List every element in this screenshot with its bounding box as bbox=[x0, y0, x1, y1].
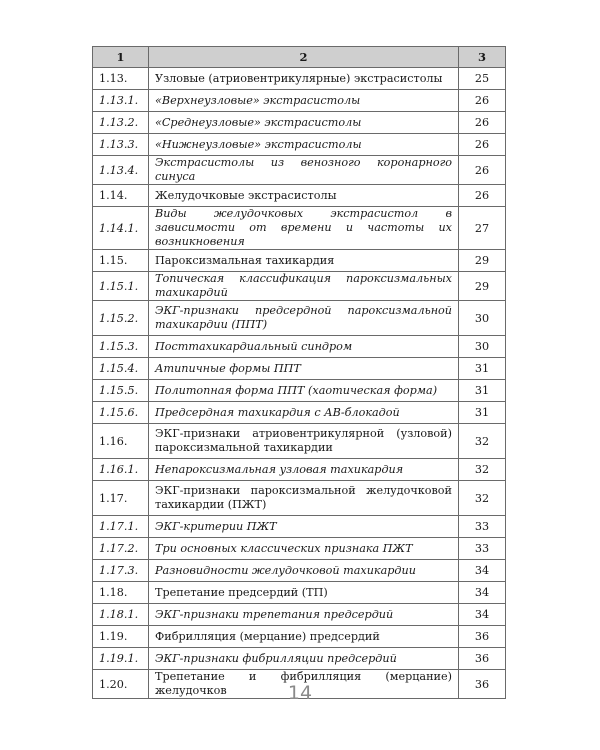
section-number: 1.13.1. bbox=[93, 90, 149, 112]
section-title: Фибрилляция (мерцание) предсердий bbox=[149, 626, 459, 648]
section-number: 1.15.3. bbox=[93, 336, 149, 358]
section-title: Три основных классических признака ПЖТ bbox=[149, 538, 459, 560]
page-number-cell: 31 bbox=[459, 380, 506, 402]
page-number-cell: 32 bbox=[459, 481, 506, 516]
table-row bbox=[93, 301, 506, 336]
section-title: ЭКГ-признаки пароксизмальной желудочковой тахикардии (ПЖТ) bbox=[149, 481, 459, 516]
table-row bbox=[93, 112, 506, 134]
table-header-row bbox=[93, 47, 506, 68]
section-number: 1.18.1. bbox=[93, 604, 149, 626]
page-number-cell: 30 bbox=[459, 336, 506, 358]
table-row bbox=[93, 560, 506, 582]
table-row bbox=[93, 459, 506, 481]
section-number: 1.13.4. bbox=[93, 156, 149, 185]
table-row bbox=[93, 358, 506, 380]
page-number-cell: 32 bbox=[459, 459, 506, 481]
section-number: 1.13.3. bbox=[93, 134, 149, 156]
section-number: 1.16. bbox=[93, 424, 149, 459]
section-title: Предсердная тахикардия с АВ-блокадой bbox=[149, 402, 459, 424]
column-header-title: 2 bbox=[149, 47, 459, 68]
page-number: 14 bbox=[287, 682, 313, 704]
page-number-cell: 26 bbox=[459, 156, 506, 185]
page-number-cell: 32 bbox=[459, 424, 506, 459]
table-row bbox=[93, 90, 506, 112]
table-row bbox=[93, 582, 506, 604]
section-title: Трепетание предсердий (ТП) bbox=[149, 582, 459, 604]
table-row bbox=[93, 250, 506, 272]
section-title: Желудочковые экстрасистолы bbox=[149, 185, 459, 207]
section-number: 1.19.1. bbox=[93, 648, 149, 670]
section-title: Разновидности желудочковой тахикардии bbox=[149, 560, 459, 582]
table-row bbox=[93, 538, 506, 560]
section-title: «Верхнеузловые» экстрасистолы bbox=[149, 90, 459, 112]
section-number: 1.16.1. bbox=[93, 459, 149, 481]
table-row bbox=[93, 481, 506, 516]
table-row bbox=[93, 134, 506, 156]
section-number: 1.14.1. bbox=[93, 207, 149, 250]
page-number-cell: 33 bbox=[459, 516, 506, 538]
table-row bbox=[93, 380, 506, 402]
section-number: 1.17.1. bbox=[93, 516, 149, 538]
section-number: 1.20. bbox=[93, 670, 149, 699]
section-number: 1.15. bbox=[93, 250, 149, 272]
section-title: «Среднеузловые» экстрасистолы bbox=[149, 112, 459, 134]
page-number-cell: 34 bbox=[459, 560, 506, 582]
table-row bbox=[93, 68, 506, 90]
page-number-cell: 33 bbox=[459, 538, 506, 560]
section-title: ЭКГ-признаки трепетания предсердий bbox=[149, 604, 459, 626]
contents-table bbox=[92, 46, 506, 699]
table-row bbox=[93, 516, 506, 538]
table-row bbox=[93, 207, 506, 250]
section-number: 1.17. bbox=[93, 481, 149, 516]
page-number-cell: 26 bbox=[459, 90, 506, 112]
page-number-cell: 36 bbox=[459, 648, 506, 670]
section-title: Политопная форма ППТ (хаотическая форма) bbox=[149, 380, 459, 402]
table-row bbox=[93, 648, 506, 670]
table-row bbox=[93, 402, 506, 424]
page-number-cell: 26 bbox=[459, 134, 506, 156]
table-body bbox=[93, 68, 506, 699]
page-number-cell: 26 bbox=[459, 112, 506, 134]
table-row bbox=[93, 424, 506, 459]
page-number-cell: 26 bbox=[459, 185, 506, 207]
page-number-cell: 36 bbox=[459, 626, 506, 648]
section-title: Пароксизмальная тахикардия bbox=[149, 250, 459, 272]
section-title: ЭКГ-признаки атриовентрикулярной (узловой) пароксизмальной тахикардии bbox=[149, 424, 459, 459]
column-header-page: 3 bbox=[459, 47, 506, 68]
section-number: 1.17.3. bbox=[93, 560, 149, 582]
section-title: Непароксизмальная узловая тахикардия bbox=[149, 459, 459, 481]
section-title: ЭКГ-признаки предсердной пароксизмальной тахикардии (ППТ) bbox=[149, 301, 459, 336]
section-number: 1.18. bbox=[93, 582, 149, 604]
page-number-cell: 34 bbox=[459, 582, 506, 604]
section-number: 1.13. bbox=[93, 68, 149, 90]
section-title: ЭКГ-критерии ПЖТ bbox=[149, 516, 459, 538]
section-number: 1.17.2. bbox=[93, 538, 149, 560]
section-number: 1.13.2. bbox=[93, 112, 149, 134]
section-number: 1.15.5. bbox=[93, 380, 149, 402]
page-number-cell: 25 bbox=[459, 68, 506, 90]
section-title: Узловые (атриовентрикулярные) экстрасистолы bbox=[149, 68, 459, 90]
section-number: 1.19. bbox=[93, 626, 149, 648]
section-title: Топическая классификация пароксизмальных тахикардий bbox=[149, 272, 459, 301]
section-title: Трепетание и фибрилляция (мерцание) желудочков bbox=[149, 670, 459, 699]
page-number-cell: 29 bbox=[459, 250, 506, 272]
page-number-cell: 31 bbox=[459, 402, 506, 424]
section-title: «Нижнеузловые» экстрасистолы bbox=[149, 134, 459, 156]
page-number-cell: 27 bbox=[459, 207, 506, 250]
section-title: Виды желудочковых экстрасистол в зависимости от времени и частоты их возникновения bbox=[149, 207, 459, 250]
section-title: Посттахикардиальный синдром bbox=[149, 336, 459, 358]
table-row bbox=[93, 336, 506, 358]
table-row bbox=[93, 185, 506, 207]
column-header-number: 1 bbox=[93, 47, 149, 68]
section-number: 1.15.2. bbox=[93, 301, 149, 336]
page-number-cell: 34 bbox=[459, 604, 506, 626]
section-number: 1.15.6. bbox=[93, 402, 149, 424]
page-number-cell: 36 bbox=[459, 670, 506, 699]
section-title: Атипичные формы ППТ bbox=[149, 358, 459, 380]
page-number-cell: 29 bbox=[459, 272, 506, 301]
table-row bbox=[93, 156, 506, 185]
section-number: 1.15.4. bbox=[93, 358, 149, 380]
page-number-cell: 31 bbox=[459, 358, 506, 380]
section-number: 1.15.1. bbox=[93, 272, 149, 301]
page-number-cell: 30 bbox=[459, 301, 506, 336]
table-row bbox=[93, 604, 506, 626]
section-number: 1.14. bbox=[93, 185, 149, 207]
section-title: ЭКГ-признаки фибрилляции предсердий bbox=[149, 648, 459, 670]
table-row bbox=[93, 626, 506, 648]
section-title: Экстрасистолы из венозного коронарного синуса bbox=[149, 156, 459, 185]
table-row bbox=[93, 272, 506, 301]
